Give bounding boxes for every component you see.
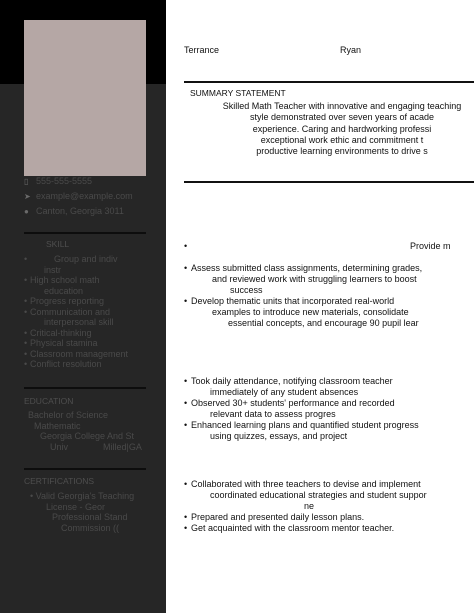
bullet-line xyxy=(184,376,419,387)
bullet-marker: • xyxy=(184,376,188,386)
bullet-continuation: immediately of any student absences xyxy=(210,387,359,397)
bullet-continuation: examples to introduce new materials, consolidate xyxy=(212,307,409,317)
skill-text: • Conflict resolution xyxy=(30,359,102,369)
skill-text: • Progress reporting xyxy=(30,296,105,306)
bullet-continuation: ne xyxy=(304,501,315,511)
cert-line: License - Geor xyxy=(46,501,106,512)
summary-title: SUMMARY STATEMENT xyxy=(190,88,286,98)
skill-item xyxy=(24,275,146,296)
location-pin-icon: ● xyxy=(24,207,29,216)
send-icon: ➤ xyxy=(24,192,31,201)
skill-text: education xyxy=(44,285,84,296)
contact-phone: ▯ 555-555-5555 xyxy=(24,176,93,186)
bullet-continuation: success xyxy=(230,285,263,295)
bullet-text: Enhanced learning plans and quantified student progress xyxy=(191,420,419,430)
skill-text: • Physical stamina xyxy=(30,338,98,348)
bullet-marker: • xyxy=(184,420,188,430)
section-divider xyxy=(184,181,474,183)
skill-text: • High school math xyxy=(30,275,100,285)
bullet-text: Get acquainted with the classroom mentor teacher. xyxy=(191,523,395,533)
contact-location: ● Canton, Georgia 3011 xyxy=(24,206,124,216)
skill-item xyxy=(24,254,146,275)
bullet-continuation: coordinated educational strategies and student suppor xyxy=(210,490,427,500)
bullet-continuation: relevant data to assess progres xyxy=(210,409,336,419)
skill-text: instr xyxy=(44,264,62,275)
bullet-marker: • xyxy=(184,523,188,533)
first-name: Terrance xyxy=(184,45,220,55)
cert-line: Commission (( xyxy=(61,522,120,533)
skill-item xyxy=(24,349,146,360)
certifications-details xyxy=(24,491,146,533)
skill-item xyxy=(24,359,146,370)
edu-location: Milled|GA xyxy=(103,441,142,452)
sidebar-divider xyxy=(24,232,146,234)
experience-bullet xyxy=(184,263,422,296)
job1-bullets xyxy=(184,263,422,329)
bullet-marker: • xyxy=(184,296,188,306)
education-details xyxy=(24,410,146,453)
skill-text: • Classroom management xyxy=(30,348,129,359)
main-content xyxy=(166,0,474,613)
skills-heading: SKILL xyxy=(46,239,70,249)
cert-line: Professional Stand xyxy=(52,512,128,522)
skill-text: • Critical-thinking xyxy=(30,327,92,338)
bullet-text: Prepared and presented daily lesson plans. xyxy=(191,512,365,522)
bullet-line xyxy=(184,479,427,490)
bullet-continuation: essential concepts, and encourage 90 pupil lear xyxy=(228,318,419,328)
bullet-continuation: using quizzes, essays, and project xyxy=(210,431,348,441)
bullet-line xyxy=(184,398,419,409)
bullet-marker: • xyxy=(184,479,188,489)
sidebar-divider xyxy=(24,387,146,389)
section-divider xyxy=(184,81,474,83)
bullet-text: Took daily attendance, notifying classroom teacher xyxy=(191,376,393,386)
experience-bullet xyxy=(184,376,419,398)
phone-icon: ▯ xyxy=(24,177,29,186)
experience-bullet xyxy=(184,296,422,329)
cert-line: • Valid Georgia's Teaching xyxy=(30,491,135,501)
edu-school: Georgia College And St xyxy=(40,431,135,441)
experience-bullet xyxy=(184,479,427,512)
summary-text: Skilled Math Teacher with innovative and engaging teaching style demonstrated over seven years of acade experience. Caring and hardworking professi exceptional work ethic and commitment t productive learning environments to drive s xyxy=(222,101,462,157)
bullet-text: Develop thematic units that incorporated real-world xyxy=(191,296,395,306)
skill-item xyxy=(24,307,146,328)
contact-email: ➤ example@example.com xyxy=(24,191,133,201)
job2-bullets xyxy=(184,376,419,442)
bullet-marker: • xyxy=(184,512,188,522)
last-name: Ryan xyxy=(340,45,362,55)
edu-degree: Bachelor of Science xyxy=(28,410,109,420)
education-heading: EDUCATION xyxy=(24,396,74,406)
edu-major: Mathematic xyxy=(34,420,81,431)
edu-school-line2: Univ Milled|GA xyxy=(50,441,142,452)
job-header: • Provide m xyxy=(184,241,451,251)
skill-item xyxy=(24,338,146,349)
skill-text: interpersonal skill xyxy=(44,317,114,327)
skill-item xyxy=(24,296,146,307)
profile-photo xyxy=(24,20,146,176)
experience-bullet xyxy=(184,523,427,534)
bullet-continuation: and reviewed work with struggling learners to boost xyxy=(212,274,417,284)
experience-bullet xyxy=(184,512,427,523)
job-title: Provide m xyxy=(410,241,451,251)
bullet-marker: • xyxy=(184,263,188,273)
experience-bullet xyxy=(184,420,419,442)
experience-bullet xyxy=(184,398,419,420)
bullet-marker: • xyxy=(184,398,188,408)
bullet-text: Observed 30+ students' performance and recorded xyxy=(191,398,395,408)
sidebar xyxy=(0,0,166,613)
sidebar-divider xyxy=(24,468,146,470)
bullet-line xyxy=(184,296,422,307)
skill-item xyxy=(24,328,146,339)
skill-text: • Communication and xyxy=(30,306,111,317)
bullet-line xyxy=(184,512,427,523)
bullet-line xyxy=(184,263,422,274)
job3-bullets xyxy=(184,479,427,534)
bullet-text: Collaborated with three teachers to devise and implement xyxy=(191,479,421,489)
skill-text: • Group and indiv xyxy=(54,254,118,264)
bullet-line xyxy=(184,523,427,534)
bullet-text: Assess submitted class assignments, determining grades, xyxy=(191,263,423,273)
skills-list xyxy=(24,254,146,370)
certifications-heading: CERTIFICATIONS xyxy=(24,476,95,486)
bullet-line xyxy=(184,420,419,431)
